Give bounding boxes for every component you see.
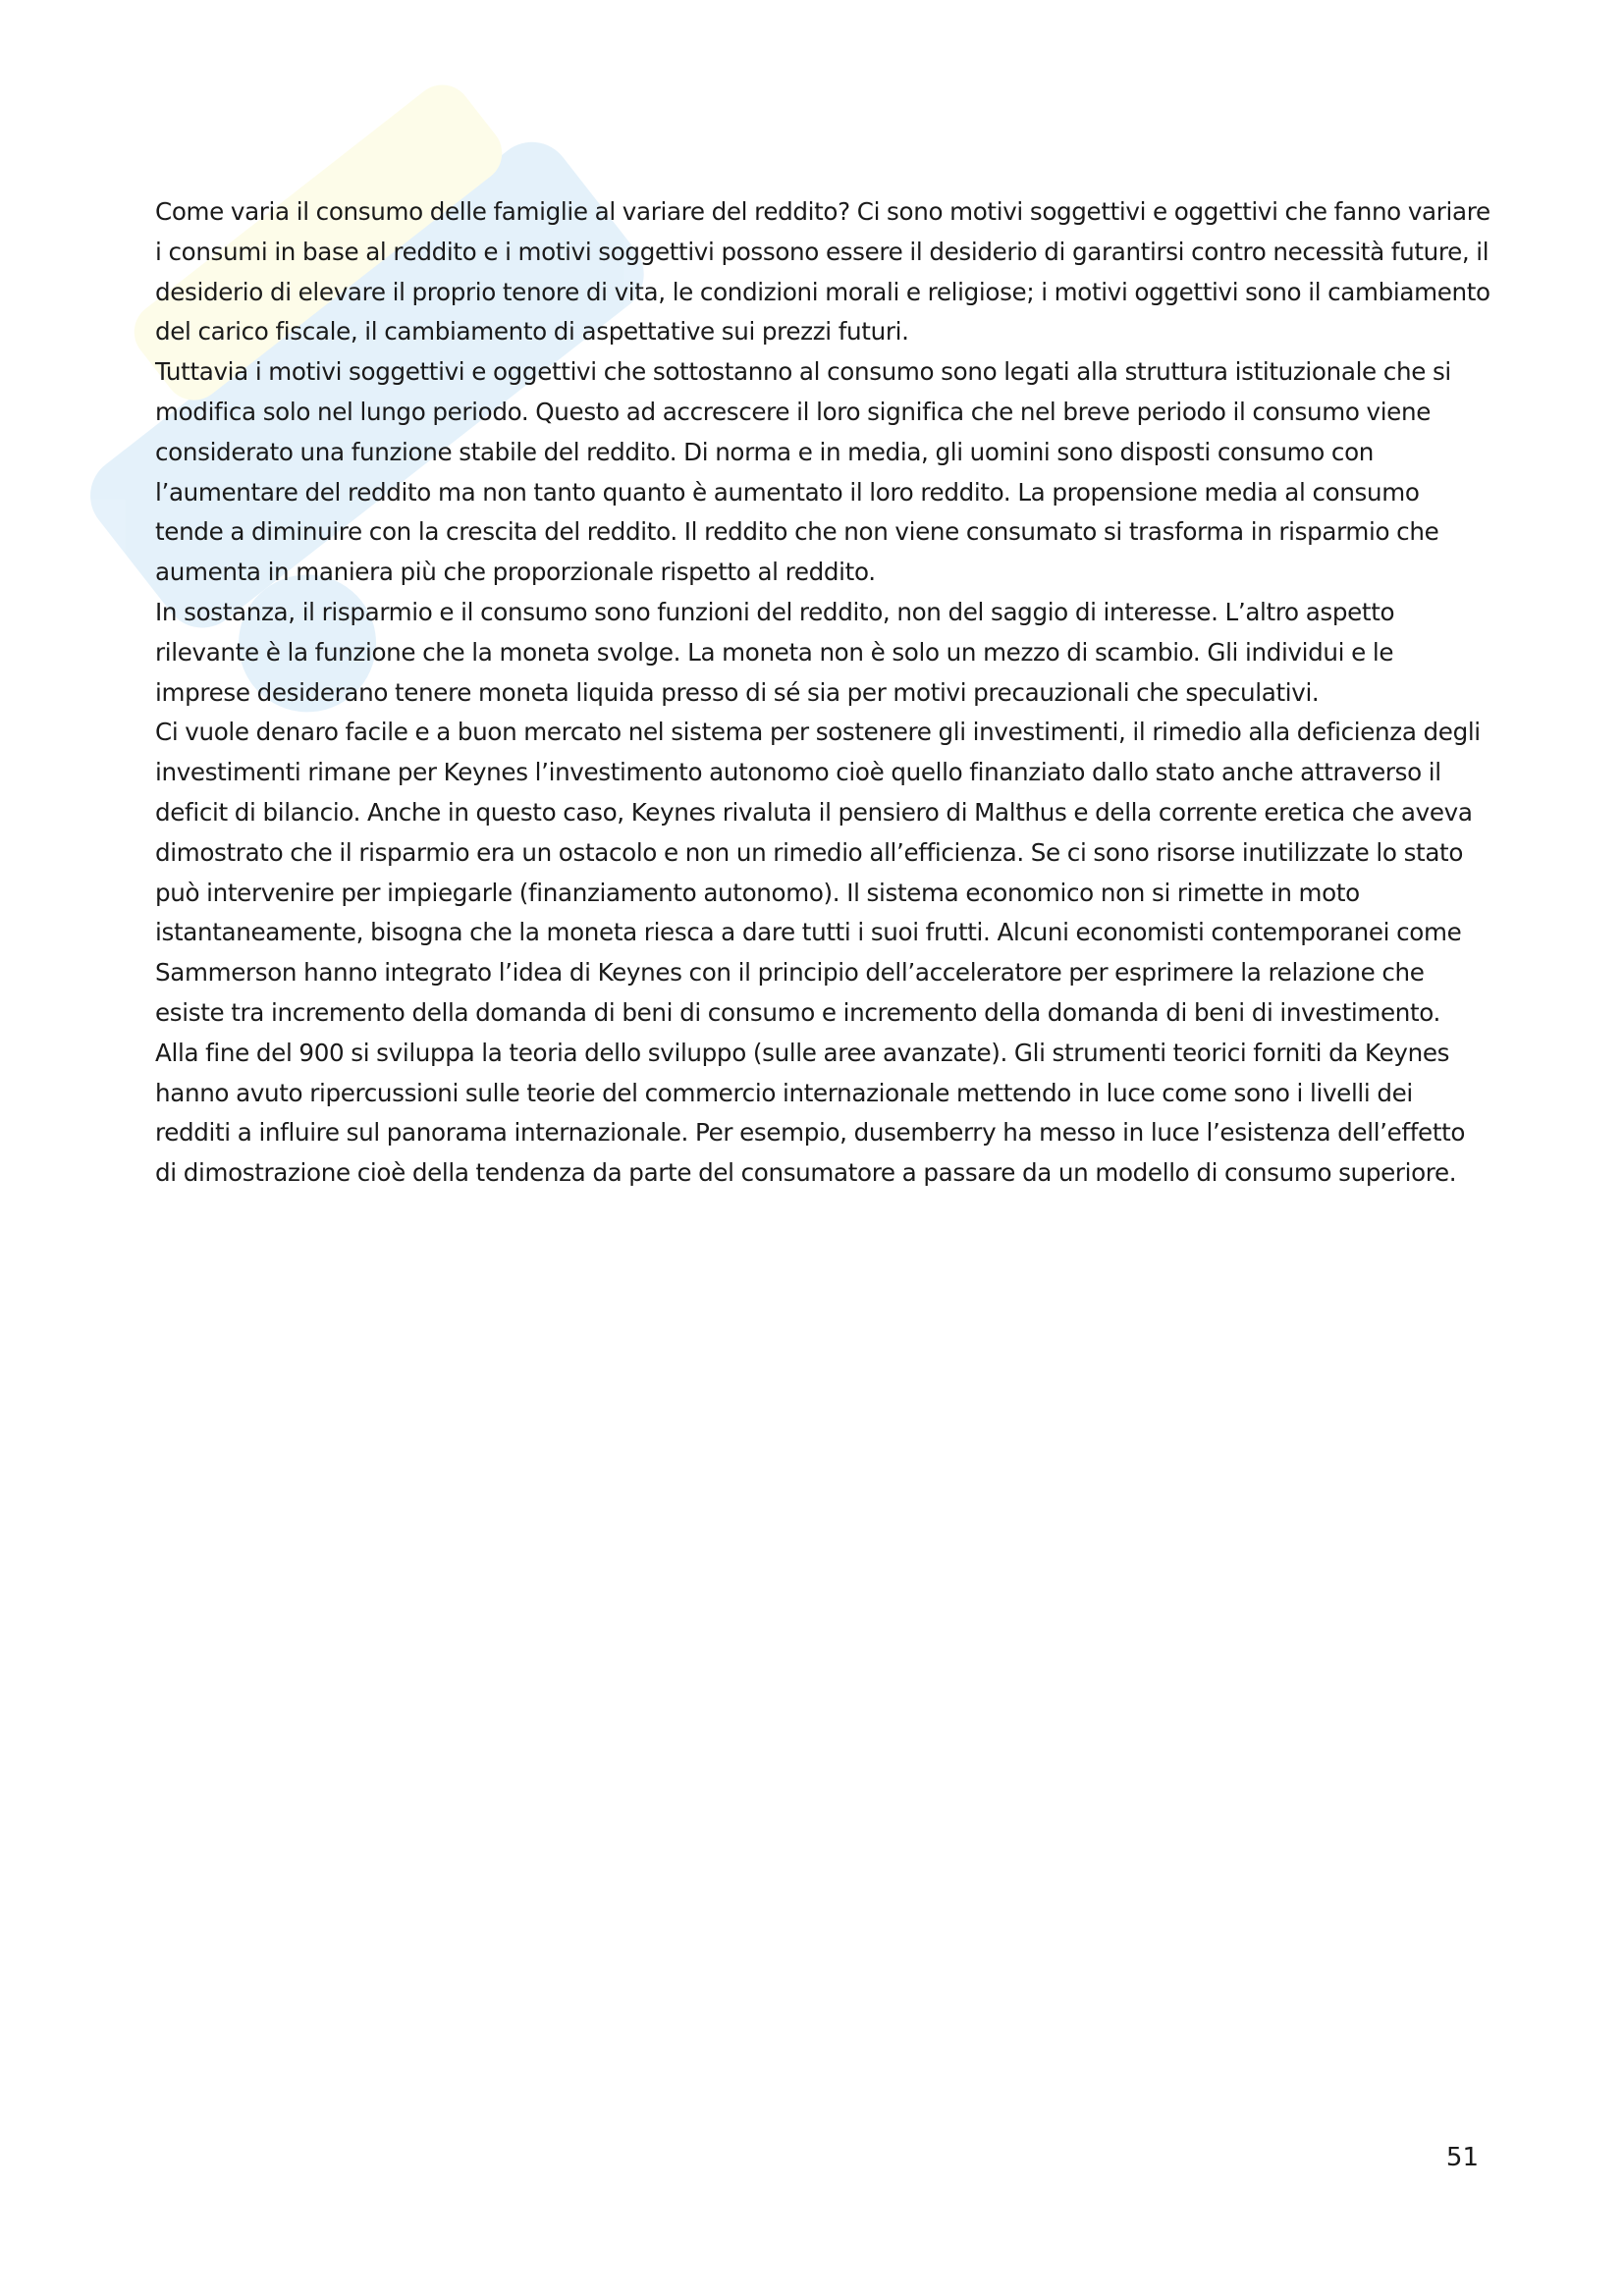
paragraph-1: Come varia il consumo delle famiglie al variare del reddito? Ci sono motivi soggettivi e oggettivi che fanno variare i consumi in base al reddito e i motivi soggettivi possono essere il desiderio di garantirsi contro necessità future, il desiderio di elevare il proprio tenore di vita, le condizioni morali e religiose; i motivi oggettivi sono il cambiamento del carico fiscale, il cambiamento di aspettative sui prezzi futuri.: [155, 197, 1490, 347]
paragraph-3: In sostanza, il risparmio e il consumo sono funzioni del reddito, non del saggio di interesse. L’altro aspetto rilevante è la funzione che la moneta svolge. La moneta non è solo un mezzo di scambio. Gli individui e le imprese desiderano tenere moneta liquida presso di sé sia per motivi precauzionali che speculativi.: [155, 597, 1395, 707]
paragraph-2: Tuttavia i motivi soggettivi e oggettivi che sottostanno al consumo sono legati alla struttura istituzionale che si modifica solo nel lungo periodo. Questo ad accrescere il loro significa che nel breve periodo il consumo viene considerato una funzione stabile del reddito. Di norma e in media, gli uomini sono disposti consumo con l’aumentare del reddito ma non tanto quanto è aumentato il loro reddito. La propensione media al consumo tende a diminuire con la crescita del reddito. Il reddito che non viene consumato si trasforma in risparmio che aumenta in maniera più che proporzionale rispetto al reddito.: [155, 357, 1451, 587]
page-number: 51: [1445, 2143, 1479, 2172]
body-text: [155, 192, 1490, 1194]
paragraph-4: Ci vuole denaro facile e a buon mercato nel sistema per sostenere gli investimenti, il rimedio alla deficienza degli investimenti rimane per Keynes l’investimento autonomo cioè quello finanziato dallo stato anche attraverso il deficit di bilancio. Anche in questo caso, Keynes rivaluta il pensiero di Malthus e della corrente eretica che aveva dimostrato che il risparmio era un ostacolo e non un rimedio all’efficienza. Se ci sono risorse inutilizzate lo stato può intervenire per impiegarle (finanziamento autonomo). Il sistema economico non si rimette in moto istantaneamente, bisogna che la moneta riesca a dare tutti i suoi frutti. Alcuni economisti contemporanei come Sammerson hanno integrato l’idea di Keynes con il principio dell’acceleratore per esprimere la relazione che esiste tra incremento della domanda di beni di consumo e incremento della domanda di beni di investimento. Alla fine del 900 si sviluppa la teoria dello sviluppo (sulle aree avanzate). Gli strumenti teorici forniti da Keynes hanno avuto ripercussioni sulle teorie del commercio internazionale mettendo in luce come sono i livelli dei redditi a influire sul panorama internazionale. Per esempio, dusemberry ha messo in luce l’esistenza dell’effetto di dimostrazione cioè della tendenza da parte del consumatore a passare da un modello di consumo superiore.: [155, 718, 1481, 1188]
